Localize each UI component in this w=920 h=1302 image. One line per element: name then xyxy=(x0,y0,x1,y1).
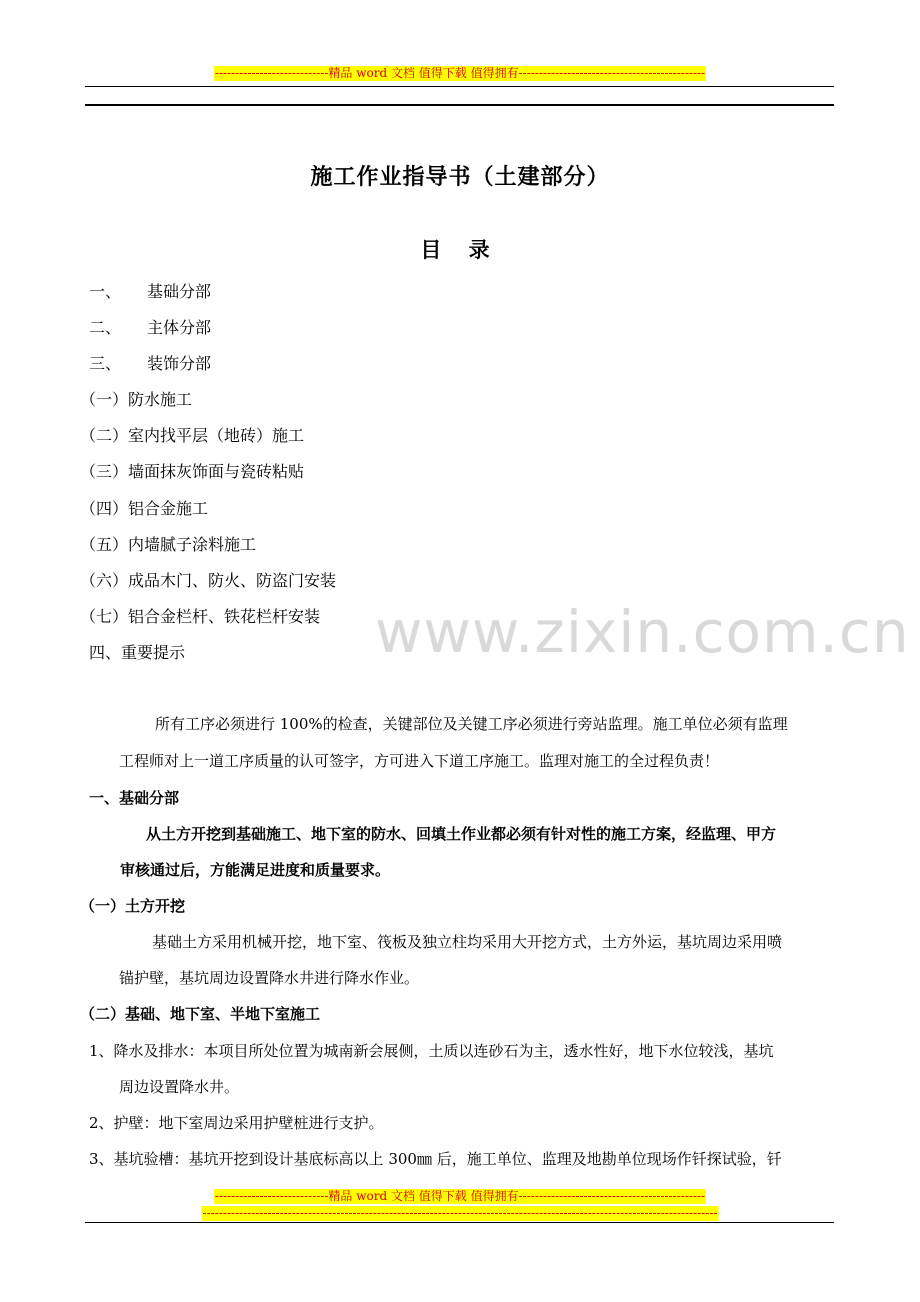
header-rule-thick xyxy=(85,104,834,106)
footer-rule xyxy=(85,1222,834,1223)
subsection-heading: （一）土方开挖 xyxy=(80,897,186,915)
intro-paragraph-line: 所有工序必须进行 100%的检查，关键部位及关键工序必须进行旁站监理。施工单位必须有监理 xyxy=(155,715,788,733)
list-item: 2、护壁：地下室周边采用护壁桩进行支护。 xyxy=(89,1114,384,1132)
toc-item-number: 二、 xyxy=(89,318,122,337)
toc-item[interactable]: （五）内墙腻子涂料施工 xyxy=(80,535,257,554)
toc-item-label: 装饰分部 xyxy=(147,354,212,373)
toc-item[interactable]: （一）防水施工 xyxy=(80,390,193,409)
subsection-heading: （二）基础、地下室、半地下室施工 xyxy=(80,1005,321,1023)
section-heading: 一、基础分部 xyxy=(89,789,180,807)
toc-item-number: 一、 xyxy=(89,282,122,301)
list-item-line: 周边设置降水井。 xyxy=(119,1078,240,1096)
toc-item[interactable]: （二）室内找平层（地砖）施工 xyxy=(80,426,305,445)
footer-banner: ----------------------------精品 word 文档 值得下载 值得拥有---------------------------------------------- xyxy=(214,1189,706,1203)
subsection-paragraph-line: 锚护壁，基坑周边设置降水井进行降水作业。 xyxy=(119,969,420,987)
toc-item[interactable] xyxy=(89,315,211,338)
subsection-paragraph-line: 基础土方采用机械开挖，地下室、筏板及独立柱均采用大开挖方式，土方外运，基坑周边采用喷 xyxy=(152,933,783,951)
toc-item[interactable]: 四、重要提示 xyxy=(89,643,186,662)
toc-item[interactable]: （七）铝合金栏杆、铁花栏杆安装 xyxy=(80,607,321,626)
watermark: www.zixin.com.cn xyxy=(375,598,910,666)
list-item: 3、基坑验槽：基坑开挖到设计基底标高以上 300㎜ 后，施工单位、监理及地勘单位现场作钎探试验，钎 xyxy=(89,1150,782,1168)
toc-item-label: 主体分部 xyxy=(147,318,212,337)
header-rule-thin xyxy=(85,86,834,87)
list-item-line: 1、降水及排水：本项目所处位置为城南新会展侧，土质以连砂石为主，透水性好，地下水位较浅，基坑 xyxy=(89,1042,774,1060)
toc-item[interactable]: （六）成品木门、防火、防盗门安装 xyxy=(80,571,337,590)
toc-item-label: 基础分部 xyxy=(147,282,212,301)
toc-item[interactable] xyxy=(89,351,211,374)
toc-item[interactable] xyxy=(89,279,211,302)
footer-banner-dashes: ------------------------------------------------------------------------------------------------------------------------------- xyxy=(202,1206,718,1220)
section-paragraph-line: 从土方开挖到基础施工、地下室的防水、回填土作业都必须有针对性的施工方案，经监理、甲方 xyxy=(146,825,777,843)
document-title: 施工作业指导书（土建部分） xyxy=(310,164,610,190)
toc-item[interactable]: （三）墙面抹灰饰面与瓷砖粘贴 xyxy=(80,462,305,481)
toc-item[interactable]: （四）铝合金施工 xyxy=(80,499,209,518)
section-paragraph-line: 审核通过后，方能满足进度和质量要求。 xyxy=(120,861,391,879)
header-banner: ----------------------------精品 word 文档 值得下载 值得拥有---------------------------------------------- xyxy=(214,66,706,80)
toc-item-number: 三、 xyxy=(89,354,122,373)
intro-paragraph-line: 工程师对上一道工序质量的认可签字，方可进入下道工序施工。监理对施工的全过程负责！ xyxy=(119,752,720,770)
toc-heading: 目 录 xyxy=(420,237,500,262)
